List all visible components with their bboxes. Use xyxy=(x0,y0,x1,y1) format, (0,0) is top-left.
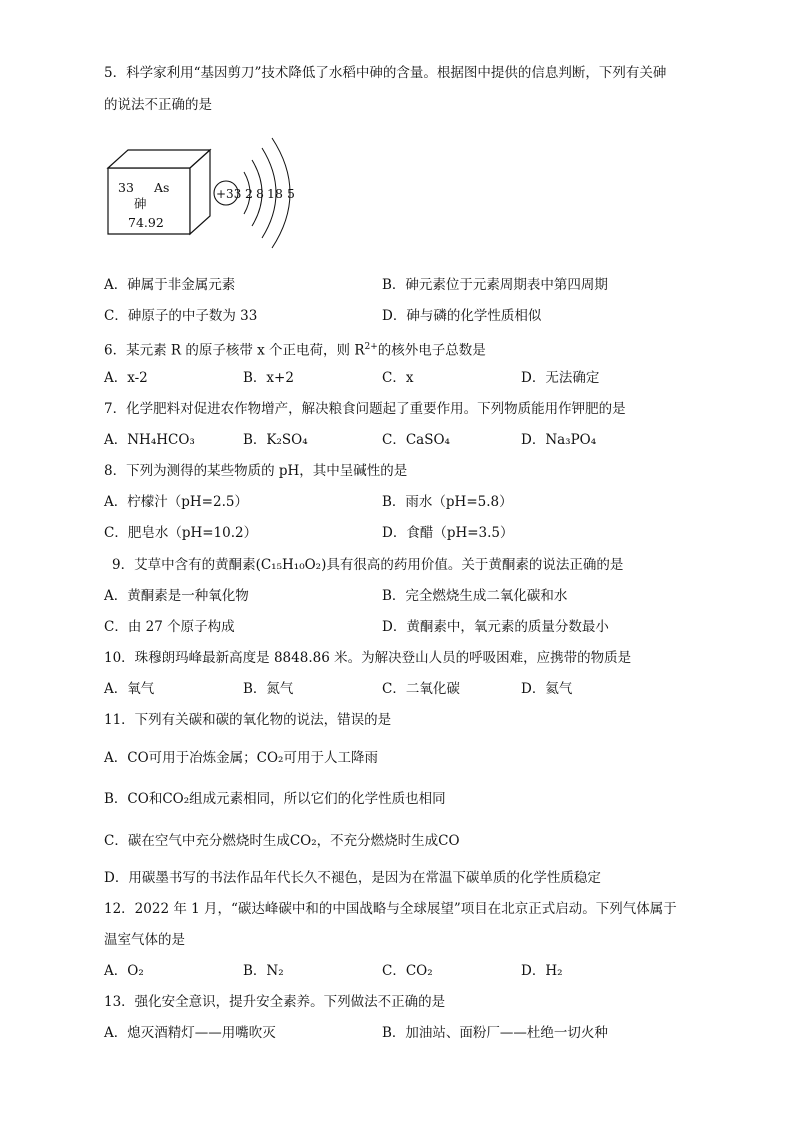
q10-option-b: B．氮气 xyxy=(243,681,294,697)
shell-1-electrons: 2 xyxy=(245,186,253,201)
q6-stem-post: 的核外电子总数是 xyxy=(377,342,486,359)
q8-stem: 8．下列为测得的某些物质的 pH，其中呈碱性的是 xyxy=(104,463,408,479)
q6-option-d: D．无法确定 xyxy=(521,370,600,386)
q5-option-c: C．砷原子的中子数为 33 xyxy=(104,308,258,324)
q12-stem-line1: 12．2022 年 1 月，“碳达峰碳中和的中国战略与全球展望”项目在北京正式启动。下列气体属于 xyxy=(104,901,677,917)
element-card xyxy=(108,150,210,234)
q9-option-a: A．黄酮素是一种氧化物 xyxy=(104,588,249,604)
shell-4-electrons: 5 xyxy=(287,186,295,201)
q5-option-d: D．砷与磷的化学性质相似 xyxy=(382,308,542,324)
q13-stem: 13．强化安全意识，提升安全素养。下列做法不正确的是 xyxy=(104,994,446,1010)
q10-stem: 10．珠穆朗玛峰最新高度是 8848.86 米。为解决登山人员的呼吸困难，应携带的物质是 xyxy=(104,650,632,666)
q6-stem-pre: 6．某元素 R 的原子核带 x 个正电荷，则 R xyxy=(104,342,365,359)
q11-stem: 11．下列有关碳和碳的氧化物的说法，错误的是 xyxy=(104,712,392,728)
q11-option-b: B．CO和CO₂组成元素相同，所以它们的化学性质也相同 xyxy=(104,791,446,807)
q9-option-b: B．完全燃烧生成二氧化碳和水 xyxy=(382,588,568,604)
shell-2-electrons: 8 xyxy=(256,186,264,201)
atom-structure-diagram xyxy=(214,138,295,248)
q8-option-b: B．雨水（pH=5.8） xyxy=(382,494,513,510)
q8-option-d: D．食醋（pH=3.5） xyxy=(382,525,514,541)
q12-option-d: D．H₂ xyxy=(521,963,563,979)
q9-option-c: C．由 27 个原子构成 xyxy=(104,619,235,635)
q7-option-c: C．CaSO₄ xyxy=(382,432,450,448)
q13-option-a: A．熄灭酒精灯——用嘴吹灭 xyxy=(104,1025,276,1041)
q8-option-c: C．肥皂水（pH=10.2） xyxy=(104,525,258,541)
q13-option-b: B．加油站、面粉厂——杜绝一切火种 xyxy=(382,1025,608,1041)
q12-option-b: B．N₂ xyxy=(243,963,284,979)
q6-option-a: A．x-2 xyxy=(104,370,148,386)
q6-stem xyxy=(104,338,486,360)
q6-option-b: B．x+2 xyxy=(243,370,294,386)
element-symbol: As xyxy=(154,180,170,195)
nucleus-charge: +33 xyxy=(216,187,242,201)
q11-option-d: D．用碳墨书写的书法作品年代长久不褪色，是因为在常温下碳单质的化学性质稳定 xyxy=(104,870,601,886)
q6-stem-superscript: 2+ xyxy=(364,342,378,352)
element-atomic-number: 33 xyxy=(118,180,134,195)
q10-option-d: D．氦气 xyxy=(521,681,573,697)
q5-option-a: A．砷属于非金属元素 xyxy=(104,277,236,293)
q7-option-d: D．Na₃PO₄ xyxy=(521,432,597,448)
shell-3-electrons: 18 xyxy=(267,186,283,201)
q10-option-a: A．氧气 xyxy=(104,681,155,697)
q5-stem-line2: 的说法不正确的是 xyxy=(104,97,212,113)
element-atomic-mass: 74.92 xyxy=(128,215,164,230)
q9-stem: 9．艾草中含有的黄酮素(C₁₅H₁₀O₂)具有很高的药用价值。关于黄酮素的说法正确的是 xyxy=(112,557,624,573)
q7-option-b: B．K₂SO₄ xyxy=(243,432,308,448)
q11-option-c: C．碳在空气中充分燃烧时生成CO₂，不充分燃烧时生成CO xyxy=(104,833,460,849)
q8-option-a: A．柠檬汁（pH=2.5） xyxy=(104,494,248,510)
q12-stem-line2: 温室气体的是 xyxy=(104,932,185,948)
arsenic-atom-figure xyxy=(104,134,304,254)
q10-option-c: C．二氧化碳 xyxy=(382,681,460,697)
q12-option-c: C．CO₂ xyxy=(382,963,433,979)
q7-option-a: A．NH₄HCO₃ xyxy=(104,432,195,448)
q7-stem: 7．化学肥料对促进农作物增产，解决粮食问题起了重要作用。下列物质能用作钾肥的是 xyxy=(104,401,626,417)
q6-option-c: C．x xyxy=(382,370,414,386)
element-name: 砷 xyxy=(134,196,147,211)
q11-option-a: A．CO可用于冶炼金属；CO₂可用于人工降雨 xyxy=(104,750,378,766)
q9-option-d: D．黄酮素中，氧元素的质量分数最小 xyxy=(382,619,609,635)
q5-stem-line1: 5．科学家利用“基因剪刀”技术降低了水稻中砷的含量。根据图中提供的信息判断，下列有关砷 xyxy=(104,65,667,81)
q12-option-a: A．O₂ xyxy=(104,963,144,979)
q5-option-b: B．砷元素位于元素周期表中第四周期 xyxy=(382,277,608,293)
